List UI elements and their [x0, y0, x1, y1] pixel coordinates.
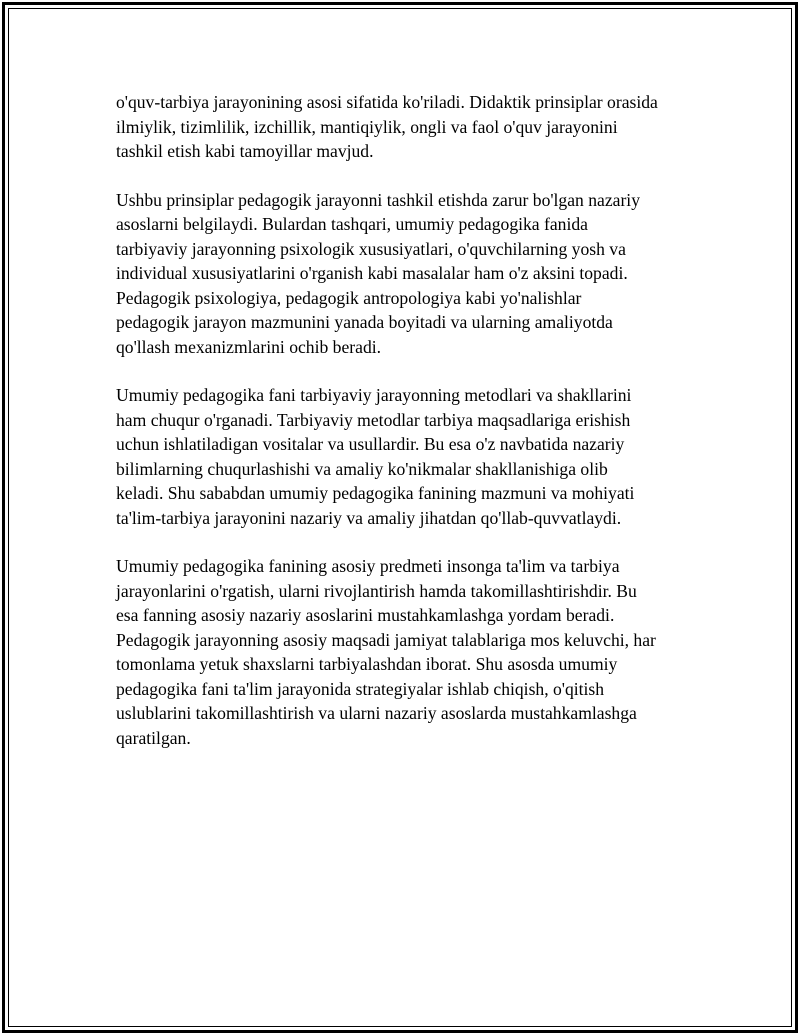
paragraph-line: pedagogika fani ta'lim jarayonida strategiyalar ishlab chiqish, o'qitish [116, 678, 605, 699]
paragraph-line: individual xususiyatlarini o'rganish kabi masalalar ham o'z aksini topadi. [116, 263, 628, 283]
paragraph-line: keladi. Shu sababdan umumiy pedagogika fanining mazmuni va mohiyati [116, 483, 635, 503]
paragraph-line: Pedagogik psixologiya, pedagogik antropologiya kabi yo'nalishlar [116, 287, 582, 308]
paragraph-line: esa fanning asosiy nazariy asoslarini mustahkamlashga yordam beradi. [116, 605, 615, 625]
paragraph-line: ham chuqur o'rganadi. Tarbiyaviy metodlar tarbiya maqsadlariga erishish [116, 409, 631, 430]
paragraph-line: Umumiy pedagogika fani tarbiyaviy jarayonning metodlari va shakllarini [116, 385, 632, 405]
paragraph-line: uchun ishlatiladigan vositalar va usullardir. Bu esa o'z navbatida nazariy [116, 434, 625, 454]
paragraph-3 [116, 383, 696, 530]
paragraph-line: ta'lim-tarbiya jarayonini nazariy va amaliy jihatdan qo'llab-quvvatlaydi. [116, 507, 622, 528]
paragraph-line: o'quv-tarbiya jarayonining asosi sifatida ko'riladi. Didaktik prinsiplar orasida [116, 92, 658, 112]
paragraph-line: tomonlama yetuk shaxslarni tarbiyalashdan iborat. Shu asosda umumiy [116, 654, 618, 674]
paragraph-line: pedagogik jarayon mazmunini yanada boyitadi va ularning amaliyotda [116, 312, 613, 332]
paragraph-line: ilmiylik, tizimlilik, izchillik, mantiqiylik, ongli va faol o'quv jarayonini [116, 116, 618, 137]
paragraph-line: tarbiyaviy jarayonning psixologik xususiyatlari, o'quvchilarning yosh va [116, 238, 626, 259]
paragraph-line: jarayonlarini o'rgatish, ularni rivojlantirish hamda takomillashtirishdir. Bu [116, 580, 637, 601]
paragraph-line: bilimlarning chuqurlashishi va amaliy ko'nikmalar shakllanishiga olib [116, 458, 608, 479]
paragraph-line: Umumiy pedagogika fanining asosiy predmeti insonga ta'lim va tarbiya [116, 556, 620, 576]
paragraph-1 [116, 90, 696, 164]
paragraph-2 [116, 188, 696, 360]
paragraph-line: Ushbu prinsiplar pedagogik jarayonni tashkil etishda zarur bo'lgan nazariy [116, 189, 640, 210]
paragraph-4 [116, 554, 696, 750]
paragraph-line: qaratilgan. [116, 727, 191, 748]
paragraph-line: asoslarni belgilaydi. Bulardan tashqari, umumiy pedagogika fanida [116, 214, 588, 234]
paragraph-line: tashkil etish kabi tamoyillar mavjud. [116, 141, 374, 161]
paragraph-line: qo'llash mexanizmlarini ochib beradi. [116, 336, 382, 357]
paragraph-line: uslublarini takomillashtirish va ularni nazariy asoslarda mustahkamlashga [116, 703, 637, 723]
paragraph-line: Pedagogik jarayonning asosiy maqsadi jamiyat talablariga mos keluvchi, har [116, 629, 656, 650]
document-body [116, 90, 696, 774]
